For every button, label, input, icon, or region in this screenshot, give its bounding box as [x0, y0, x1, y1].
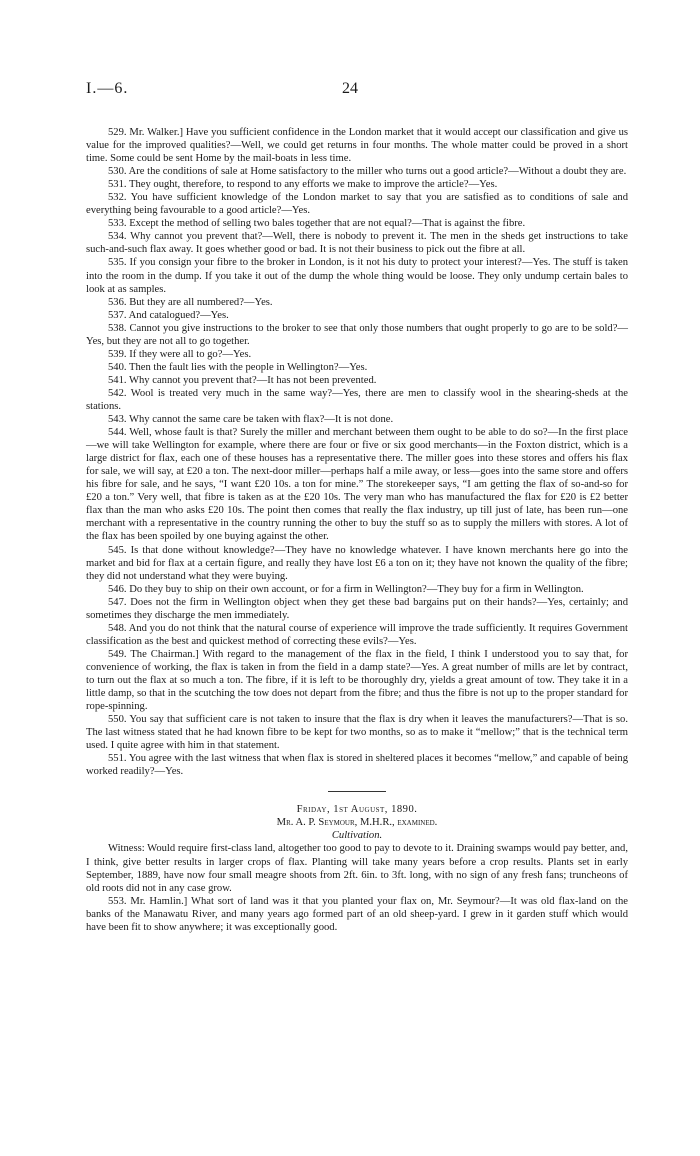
- paragraph-545: 545. Is that done without knowledge?—They have no knowledge whatever. I have known merchants here go into the market and bid for flax at a certain figure, and really they have lost £6 a ton on it; they have not known the quality of the fibre; they did not understand what they were buying.: [86, 544, 628, 582]
- page-header: [86, 80, 614, 104]
- section-date: Friday, 1st August, 1890.: [296, 804, 418, 816]
- paragraph-543: 543. Why cannot the same care be taken with flax?—It is not done.: [108, 414, 394, 426]
- paragraph-547: 547. Does not the firm in Wellington object when they get these bad bargains put on their hands?—Yes, certainly; and sometimes they discharge the men immediately.: [86, 596, 628, 621]
- paragraph-551: 551. You agree with the last witness that when flax is stored in sheltered places it becomes “mellow,” and capable of being worked readily?—Yes.: [86, 753, 628, 778]
- paragraph-542: 542. Wool is treated very much in the same way?—Yes, there are men to classify wool in the shearing-sheds at the stations.: [86, 387, 628, 412]
- paragraph-536: 536. But they are all numbered?—Yes.: [108, 296, 273, 308]
- paragraph-530: 530. Are the conditions of sale at Home satisfactory to the miller who turns out a good article?—Without a doubt they are.: [108, 166, 627, 178]
- paragraph-541: 541. Why cannot you prevent that?—It has not been prevented.: [108, 374, 377, 386]
- paragraph-witness-statement: Witness: Would require first-class land, altogether too good to pay to devote to it. Draining swamps would pay better, and, I think, give better results in larger crops of flax. Planting will take many years before a crop results. Plants set in early September, 1889, have now four small meagre shoots from 2ft. 6in. to 3ft. long, with no sign of any fresh fans; truncheons of old roots did not in any case grow.: [86, 843, 628, 894]
- paragraph-549: 549. The Chairman.] With regard to the management of the flax in the field, I think I understood you to say that, for convenience of working, the flax is taken in from the field in a damp state?—Yes. A great number of mills are let by contract, to turn out the flax at so much a ton. The fibre, if it is left to be thoroughly dry, yields a great amount of tow. They take it in a little damp, so that in the scutching the tow does not depart from the fibre; and thus the fibre is not up to the proper standard for rope-spinning.: [86, 648, 628, 713]
- section-subheading: Cultivation.: [331, 830, 383, 842]
- paragraph-544: 544. Well, whose fault is that? Surely the miller and merchant between them ought to be able to do so?—In the first place—we will take Wellington for example, where there are four or five or six good merchants—in the Foxton district, which is a large district for flax, each one of these houses has a representative there. The miller goes into these stores and offers his flax for sale, we will say, at £20 a ton. The next-door miller—perhaps half a mile away, or less—goes into the same store and offers his fibre for sale, and he says, “I want £20 10s. a ton for mine.” The storekeeper says, “I am getting the flax of so-and-so for £20 a ton.” Very well, that fibre is taken as at the £20 10s. The very man who has manufactured the flax for £20 is £2 better flax than the man who asks £20 10s. The point then comes that really the flax industry, up till just of late, has been run—one merchant with a representative in the country running the other to buy the stuff so as to supply the millers with stores. A lot of the flax has been spoiled by one buying against the other.: [86, 427, 628, 543]
- paragraph-532: 532. You have sufficient knowledge of the London market to say that you are satisfied as to conditions of sale and everything being favourable to a good article?—Yes.: [86, 192, 628, 217]
- paragraph-540: 540. Then the fault lies with the people in Wellington?—Yes.: [108, 361, 368, 373]
- paragraph-550: 550. You say that sufficient care is not taken to insure that the flax is dry when it leaves the manufacturers?—That is so. The last witness stated that he had known fibre to be kept for two months, so as to make it “mellow;” that is the technical term used. I quite agree with him in that statement.: [86, 714, 628, 752]
- paragraph-529: 529. Mr. Walker.] Have you sufficient confidence in the London market that it would accept our classification and give us value for the improved qualities?—Well, we could get returns in four months. The whole matter could be proved in a short time. Some could be sent Home by the mail-boats in less time.: [86, 127, 628, 165]
- paragraph-537: 537. And catalogued?—Yes.: [108, 309, 229, 321]
- paragraph-548: 548. And you do not think that the natural course of experience will improve the trade sufficiently. It requires Government classification as the best and quickest method of correcting these evils?—Yes.: [86, 622, 628, 647]
- section-divider: [328, 791, 386, 792]
- witness-heading: Mr. A. P. Seymour, M.H.R., examined.: [276, 817, 438, 829]
- paragraph-546: 546. Do they buy to ship on their own account, or for a firm in Wellington?—They buy for a firm in Wellington.: [108, 583, 584, 595]
- document-body: [86, 126, 628, 934]
- paragraph-553: 553. Mr. Hamlin.] What sort of land was it that you planted your flax on, Mr. Seymour?—It was old flax-land on the banks of the Manawatu River, and many years ago formed part of an old sheep-yard. I grew in it garden stuff which would have been fit to show anywhere; it was exceptionally good.: [86, 895, 628, 933]
- paragraph-531: 531. They ought, therefore, to respond to any efforts we make to improve the article?—Yes.: [108, 179, 498, 191]
- page-number: 24: [342, 80, 358, 97]
- document-reference: I.—6.: [86, 80, 129, 97]
- paragraph-533: 533. Except the method of selling two bales together that are not equal?—That is against the fibre.: [108, 218, 526, 230]
- paragraph-534: 534. Why cannot you prevent that?—Well, there is nobody to prevent it. The men in the sheds get instructions to take such-and-such flax away. It goes whether good or bad. It is not their business to pick out the fibre at all.: [86, 231, 628, 256]
- paragraph-539: 539. If they were all to go?—Yes.: [108, 348, 252, 360]
- paragraph-535: 535. If you consign your fibre to the broker in London, is it not his duty to protect your interest?—Yes. The stuff is taken into the room in the dump. If you take it out of the dump the whole thing would be loose. They only undump certain bales to look at as samples.: [86, 257, 628, 295]
- paragraph-538: 538. Cannot you give instructions to the broker to see that only those numbers that ought properly to go are to be sold?—Yes, but they are not all to go together.: [86, 322, 628, 347]
